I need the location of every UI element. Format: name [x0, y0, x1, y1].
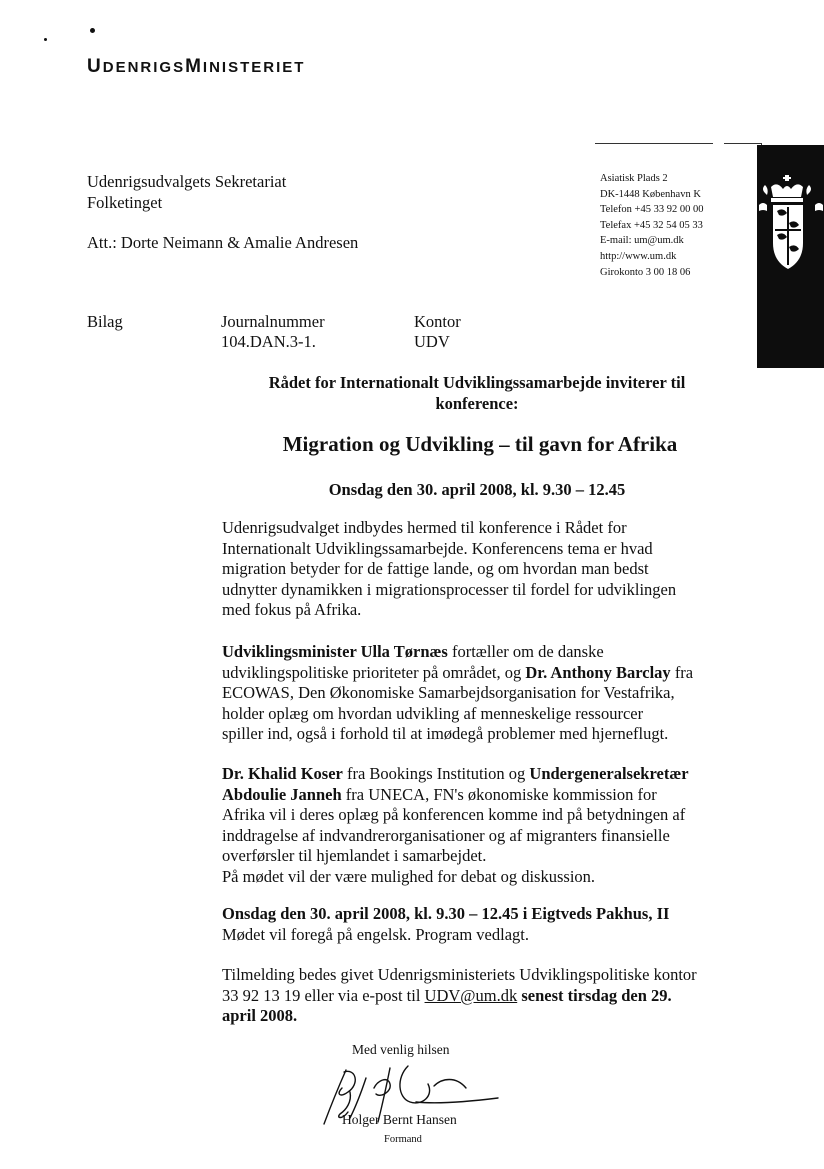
intro-line: med fokus på Afrika.	[222, 600, 362, 619]
kontor-label: Kontor	[414, 312, 461, 331]
conference-title: Migration og Udvikling – til gavn for Afrika	[282, 432, 678, 456]
kontor-value: UDV	[414, 332, 450, 351]
registration-text: 33 92 13 19 eller via e-post til	[222, 985, 425, 1005]
speakers-1-line-4: holder oplæg om hvordan udvikling af menneskelige ressourcer	[222, 703, 644, 723]
kontor-block	[414, 312, 461, 352]
address-email: E-mail: um@um.dk	[600, 235, 684, 247]
speaker-barclay: Dr. Anthony Barclay	[525, 662, 671, 682]
ministry-initial: U	[87, 56, 103, 77]
signatory-name: Holger Bernt Hansen	[342, 1112, 457, 1127]
venue-line-2: Mødet vil foregå på engelsk. Program vedlagt.	[222, 924, 529, 944]
venue-datetime: Onsdag den 30. april 2008, kl. 9.30 – 12.45 i Eigtveds Pakhus, II	[222, 904, 670, 923]
address-phone: Telefon +45 33 92 00 00	[600, 204, 704, 216]
recipient-line-1: Udenrigsudvalgets Sekretariat	[87, 172, 287, 191]
speaker-title: Undergeneralsekretær	[529, 764, 689, 783]
intro-line: Udenrigsudvalget indbydes hermed til konference i Rådet for	[222, 518, 627, 537]
attention-line: Att.: Dorte Neimann & Amalie Andresen	[87, 233, 359, 252]
intro-line: Internationalt Udviklingssamarbejde. Konferencens tema er hvad	[222, 538, 653, 558]
stray-dot-1	[90, 28, 95, 33]
header-rule	[595, 143, 713, 144]
paragraph-venue	[222, 904, 732, 945]
registration-deadline-date: april 2008.	[222, 1006, 298, 1025]
venue-line-1	[222, 904, 732, 925]
invitation-heading-line-1: Rådet for Internationalt Udviklingssamarbejde inviterer til	[268, 373, 686, 392]
speakers-1-line-2	[222, 663, 732, 684]
invitation-heading-line-2: konference:	[435, 394, 519, 413]
header-rule-2	[724, 143, 762, 144]
speakers-1-line-3: ECOWAS, Den Økonomiske Samarbejdsorganisation for Vestafrika,	[222, 683, 675, 702]
journal-label: Journalnummer	[221, 312, 325, 331]
conference-date: Onsdag den 30. april 2008, kl. 9.30 – 12.45	[328, 480, 626, 499]
coat-of-arms-panel	[757, 145, 824, 368]
email-link[interactable]: UDV@um.dk	[424, 985, 518, 1005]
ministry-initial-m: M	[185, 56, 203, 77]
speakers-2-line-3: Afrika vil i deres oplæg på konferencen komme ind på betydningen af	[222, 805, 686, 824]
speakers-1-line-1	[222, 642, 732, 663]
speakers-2-line-1	[222, 764, 732, 785]
speakers-2-line-6: På mødet vil der være mulighed for debat og diskussion.	[222, 866, 596, 886]
journal-value: 104.DAN.3-1.	[221, 332, 316, 351]
address-street: Asiatisk Plads 2	[600, 173, 668, 184]
ministry-part-2: INISTERIET	[202, 59, 306, 76]
signatory-role: Formand	[384, 1134, 422, 1145]
address-web: http://www.um.dk	[600, 250, 677, 262]
ministry-name	[87, 56, 305, 78]
recipient-block	[87, 171, 286, 213]
speakers-2-text: fra Bookings Institution og	[342, 764, 530, 783]
invitation-heading	[250, 372, 704, 414]
speaker-janneh: Abdoulie Janneh	[222, 784, 342, 804]
ministry-part-1: DENRIGS	[102, 59, 186, 76]
registration-line-2	[222, 986, 762, 1007]
registration-deadline: senest tirsdag den 29.	[517, 985, 672, 1005]
journal-block	[221, 312, 325, 352]
bilag-label: Bilag	[87, 312, 123, 331]
address-fax: Telefax +45 32 54 05 33	[600, 219, 703, 231]
speakers-2-line-2	[222, 785, 732, 806]
registration-line-3	[222, 1006, 762, 1027]
speakers-2-text: fra UNECA, FN's økonomiske kommission for	[341, 784, 657, 804]
coat-of-arms-icon	[757, 145, 824, 368]
speakers-1-text: udviklingspolitiske prioriteter på området, og	[222, 662, 526, 682]
stray-dot-2	[44, 38, 47, 41]
paragraph-intro	[222, 518, 732, 621]
address-block	[600, 171, 703, 280]
intro-line: udnytter dynamikken i migrationsprocesser til fordel for udviklingen	[222, 579, 677, 599]
speakers-1-line-5: spiller ind, også i forhold til at imødegå problemer med hjerneflugt.	[222, 724, 669, 743]
paragraph-registration	[222, 965, 762, 1027]
intro-line: migration betyder for de fattige lande, og om hvordan man bedst	[222, 559, 649, 578]
recipient-line-2: Folketinget	[87, 193, 163, 212]
registration-line-1: Tilmelding bedes givet Udenrigsministeriets Udviklingspolitiske kontor	[222, 965, 697, 984]
address-giro: Girokonto 3 00 18 06	[600, 266, 691, 278]
address-city: DK-1448 København K	[600, 188, 701, 200]
speakers-1-text: fortæller om de danske	[447, 642, 604, 661]
speakers-1-text: fra	[670, 662, 694, 682]
speakers-2-line-4: inddragelse af indvandrerorganisationer og af migranters finansielle	[222, 825, 670, 845]
speaker-koser: Dr. Khalid Koser	[222, 764, 343, 783]
paragraph-speakers-2	[222, 764, 732, 887]
signature-greeting: Med venlig hilsen	[352, 1042, 450, 1057]
speaker-minister: Udviklingsminister Ulla Tørnæs	[222, 642, 448, 661]
speakers-2-line-5: overførsler til hjemlandet i samarbejdet.	[222, 846, 487, 865]
paragraph-speakers-1	[222, 642, 732, 745]
